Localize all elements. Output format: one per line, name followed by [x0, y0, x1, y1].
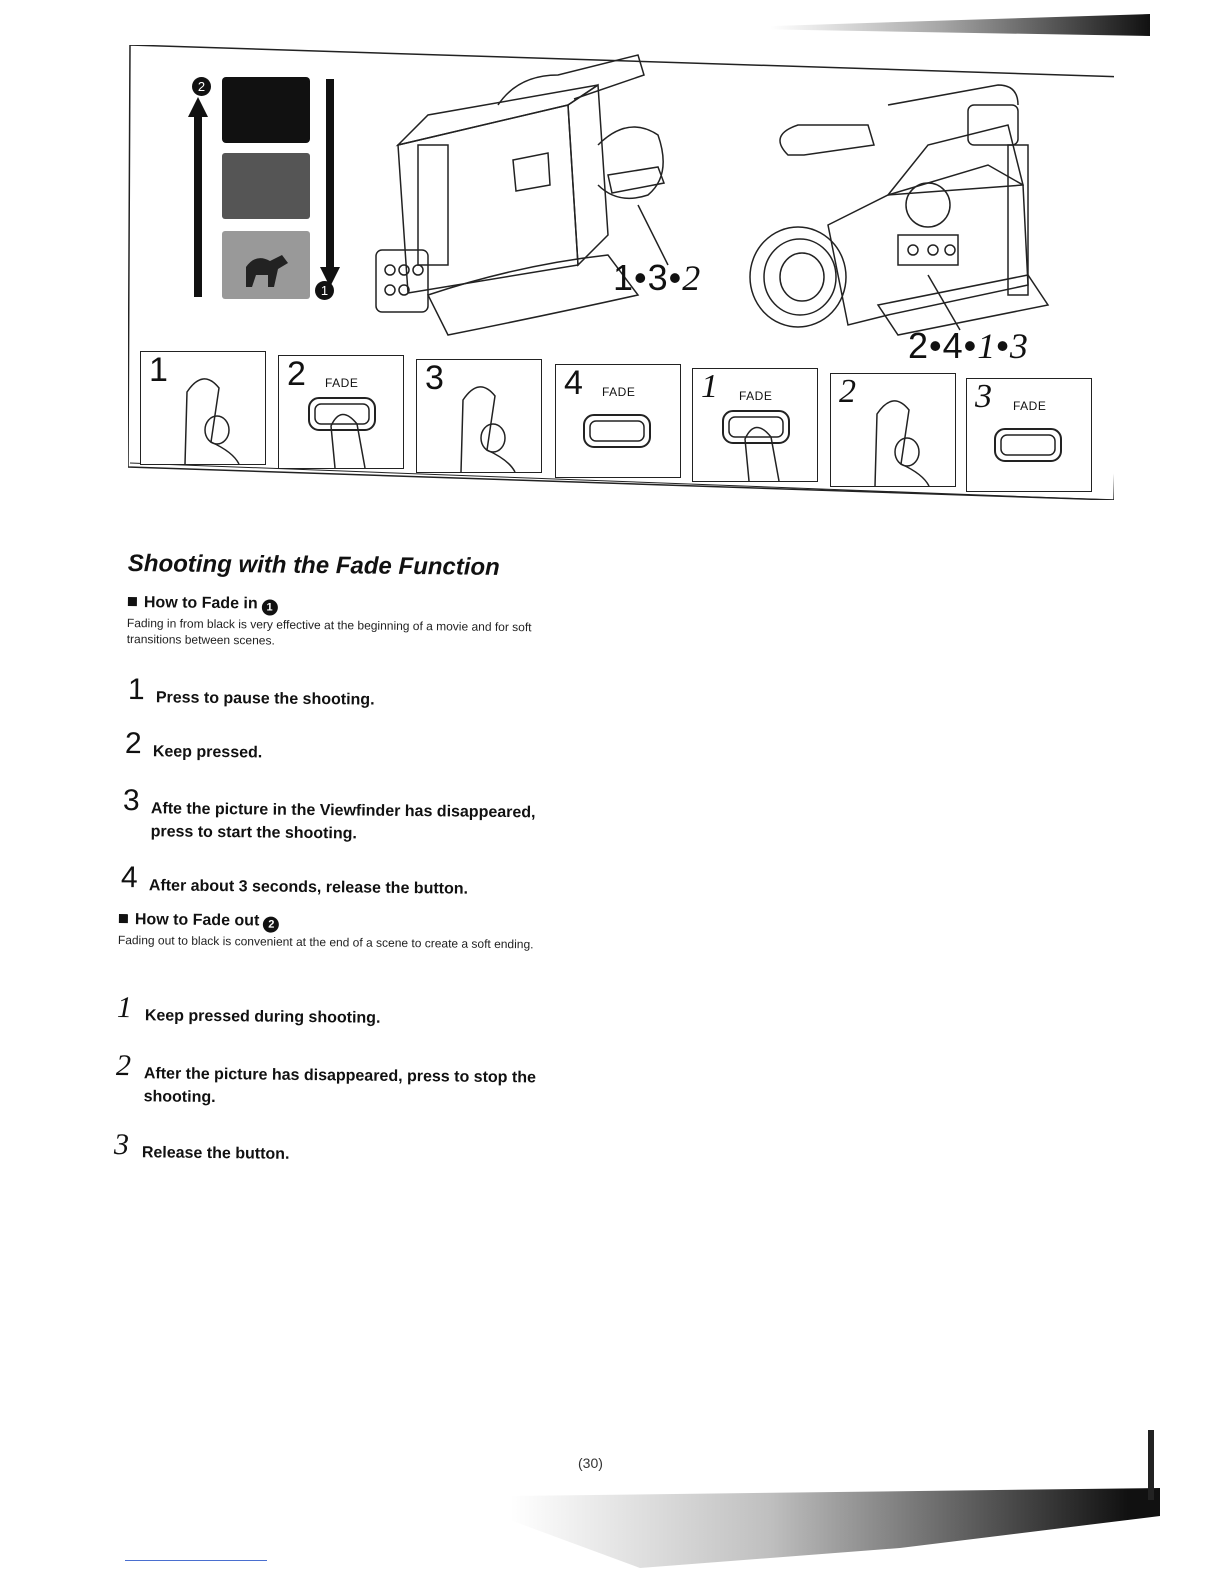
- fade-in-marker-icon: 1: [315, 281, 334, 300]
- panel-number: 3: [975, 378, 992, 415]
- step-number: 3: [113, 1128, 130, 1162]
- fade-button-icon: [967, 379, 1091, 491]
- fade-out-heading-text: How to Fade out: [134, 911, 260, 930]
- fade-label: FADE: [602, 385, 636, 399]
- panel-number: 2: [839, 373, 856, 410]
- bullet-square-icon: [119, 914, 128, 923]
- fade-in-step: [120, 861, 549, 901]
- panel-number: 3: [425, 359, 444, 397]
- panel-number: 4: [564, 364, 583, 402]
- step-number: 2: [124, 727, 142, 761]
- step-text: Keep pressed during shooting.: [144, 1007, 381, 1027]
- fade-label: FADE: [325, 376, 359, 390]
- callout-right: 2•4•1•3: [908, 325, 1029, 366]
- step-text: Keep pressed.: [152, 743, 263, 762]
- callout-left-b: 3: [647, 257, 669, 298]
- fade-out-step: [116, 991, 545, 1031]
- fade-out-heading: [119, 911, 280, 933]
- fade-out-marker-icon: 2: [192, 77, 211, 96]
- callout-right-d: 3: [1009, 326, 1029, 366]
- step-text: Afte the picture in the Viewfinder has disappeared, press to start the shooting.: [150, 800, 536, 843]
- callout-right-a: 2: [908, 325, 930, 366]
- fade-out-step: [113, 1128, 542, 1168]
- panel-step-3: [416, 359, 542, 473]
- fade-label: FADE: [739, 389, 773, 403]
- fade-in-step: [124, 727, 553, 767]
- step-number: 1: [116, 991, 133, 1025]
- pause-button-press-icon: [141, 352, 265, 464]
- callout-right-b: 4: [942, 325, 964, 366]
- fade-out-step: [115, 1049, 544, 1112]
- fade-in-heading: [128, 594, 278, 616]
- step-text: Release the button.: [141, 1144, 290, 1163]
- page-number: (30): [578, 1455, 603, 1471]
- callout-right-c: 1: [977, 326, 997, 366]
- panel-fade-out-step-1: [692, 368, 818, 482]
- bottom-rule: [125, 1560, 267, 1561]
- panel-fade-out-step-2: [830, 373, 956, 487]
- fade-button-press-icon: [279, 356, 403, 468]
- panel-step-2: [278, 355, 404, 469]
- panel-step-1: [140, 351, 266, 465]
- bullet-square-icon: [128, 597, 137, 606]
- step-number: 3: [122, 784, 140, 818]
- scan-shadow-top: [770, 14, 1150, 36]
- step-number: 4: [120, 861, 138, 895]
- fade-in-step: [127, 673, 556, 713]
- fade-button-icon: [556, 365, 680, 477]
- step-number: 1: [127, 673, 145, 707]
- section-title: Shooting with the Fade Function: [127, 550, 500, 581]
- step-text: After about 3 seconds, release the button.: [148, 877, 469, 898]
- scan-edge-mark: [1148, 1430, 1154, 1500]
- callout-left-a: 1: [613, 257, 635, 298]
- fade-out-description: Fading out to black is convenient at the end of a scene to create a soft ending.: [117, 932, 534, 952]
- panel-number: 1: [701, 368, 718, 405]
- step-number: 2: [115, 1049, 132, 1083]
- panel-fade-out-step-3: [966, 378, 1092, 492]
- panel-number: 2: [287, 355, 306, 393]
- fade-in-description: Fading in from black is very effective at the beginning of a movie and for soft transitions between scenes.: [126, 615, 532, 648]
- fade-in-step: [122, 784, 551, 847]
- panel-number: 1: [149, 351, 168, 389]
- step-text: After the picture has disappeared, press to stop the shooting.: [143, 1065, 537, 1107]
- fade-button-press-icon: [693, 369, 817, 481]
- step-text: Press to pause the shooting.: [155, 689, 375, 709]
- panel-step-4: [555, 364, 681, 478]
- fade-label: FADE: [1013, 399, 1047, 413]
- pause-button-press-icon: [417, 360, 541, 472]
- fade-in-heading-text: How to Fade in: [143, 594, 258, 613]
- scan-shadow-bottom: [510, 1488, 1160, 1568]
- callout-left-c: 2: [682, 258, 702, 298]
- fade-out-marker-icon: 2: [263, 917, 279, 933]
- fade-in-marker-icon: 1: [262, 599, 278, 615]
- callout-left: 1•3•2: [613, 257, 702, 298]
- pause-button-press-icon: [831, 374, 955, 486]
